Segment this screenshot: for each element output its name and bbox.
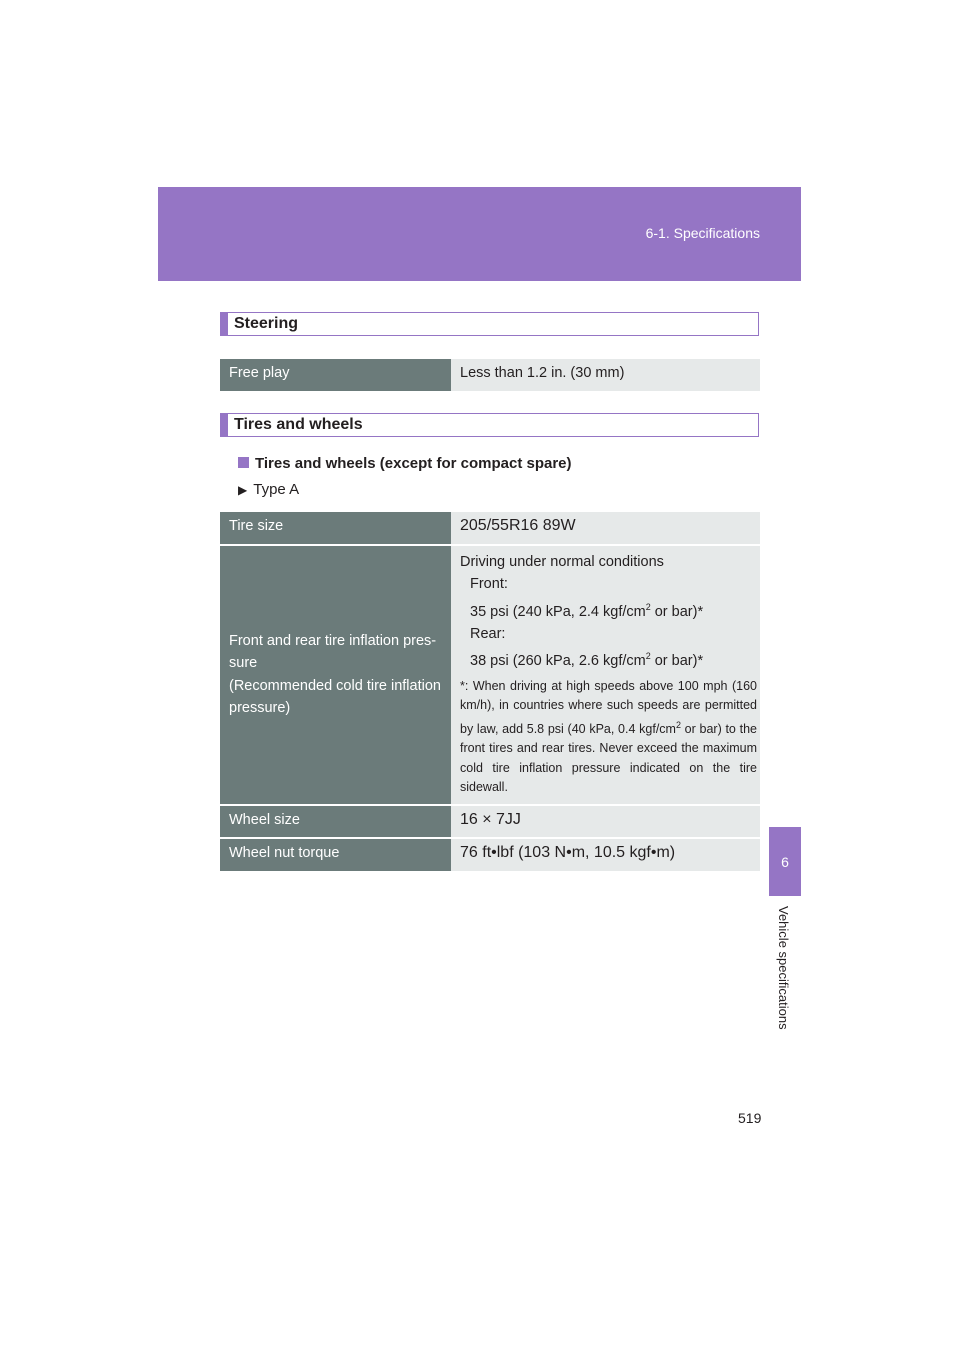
wheel-nut-label: Wheel nut torque bbox=[229, 845, 340, 862]
tires-heading-text: Tires and wheels bbox=[234, 416, 363, 433]
heading-bar bbox=[220, 414, 228, 436]
tire-size-value: 205/55R16 89W bbox=[460, 517, 576, 534]
steering-heading bbox=[220, 312, 759, 336]
table-row bbox=[220, 838, 760, 871]
tires-subheading bbox=[238, 455, 572, 472]
table-row bbox=[220, 359, 760, 392]
chapter-tab[interactable] bbox=[769, 827, 801, 896]
section-title: 6-1. Specifications bbox=[645, 225, 760, 241]
inflation-condition: Driving under normal conditions bbox=[460, 553, 664, 570]
wheel-size-key bbox=[220, 805, 451, 839]
tires-subheading-text: Tires and wheels (except for compact spare) bbox=[255, 455, 572, 472]
tire-size-value-cell bbox=[451, 512, 760, 545]
table-row bbox=[220, 805, 760, 839]
inflation-label-line: sure bbox=[229, 655, 258, 672]
steering-table bbox=[220, 359, 760, 393]
tires-heading bbox=[220, 413, 759, 437]
wheel-size-label: Wheel size bbox=[229, 811, 300, 828]
triangle-right-icon: ▶ bbox=[238, 483, 248, 497]
free-play-value-cell bbox=[451, 359, 760, 392]
front-pressure: 35 psi (240 kPa, 2.4 kgf/$cm^2$ or bar)* bbox=[470, 601, 704, 620]
type-label-text: Type A bbox=[253, 481, 300, 498]
steering-heading-text: Steering bbox=[234, 315, 299, 332]
free-play-value: Less than 1.2 in. (30 mm) bbox=[460, 365, 625, 381]
front-label: Front: bbox=[470, 576, 508, 592]
square-bullet-icon bbox=[238, 457, 249, 468]
table-row bbox=[220, 512, 760, 545]
inflation-label-line: pressure) bbox=[229, 700, 291, 717]
wheel-size-value-cell bbox=[451, 805, 760, 839]
wheel-nut-value: 76 ft•lbf (103 N•m, 10.5 kgf•m) bbox=[460, 844, 676, 862]
heading-bar bbox=[220, 313, 228, 335]
type-label bbox=[238, 481, 299, 498]
free-play-label: Free play bbox=[229, 365, 290, 381]
wheel-size-value: 16 × 7JJ bbox=[460, 810, 521, 828]
inflation-label-line: Front and rear tire inflation pres- bbox=[229, 632, 437, 649]
rear-pressure: 38 psi (260 kPa, 2.6 kgf/$cm^2$ or bar)* bbox=[470, 651, 704, 670]
table-row bbox=[220, 545, 760, 805]
tire-size-label: Tire size bbox=[229, 518, 284, 534]
rear-label: Rear: bbox=[470, 625, 506, 642]
page-number: 519 bbox=[738, 1110, 762, 1126]
tires-table bbox=[220, 512, 760, 871]
wheel-nut-key bbox=[220, 838, 451, 871]
chapter-label: Vehicle specifications bbox=[776, 906, 791, 1030]
tire-size-key bbox=[220, 512, 451, 545]
free-play-key bbox=[220, 359, 451, 392]
inflation-footnote: *: When driving at high speeds above 100 mph (160 km/h), in countries where such speeds are permitted by law, add 5.8 psi (40 kPa, 0.4 kgf/$cm^2$ or bar) to the front tires and rear tires. Never exceed the maximum cold tire inflation pressure indicated on the tire sidewall. bbox=[460, 678, 757, 795]
inflation-value-cell bbox=[451, 545, 760, 805]
chapter-number: 6 bbox=[781, 853, 789, 870]
inflation-label-line: (Recommended cold tire inflation bbox=[229, 677, 441, 694]
wheel-nut-value-cell bbox=[451, 838, 760, 871]
inflation-key bbox=[220, 545, 451, 805]
header-band bbox=[158, 187, 801, 281]
